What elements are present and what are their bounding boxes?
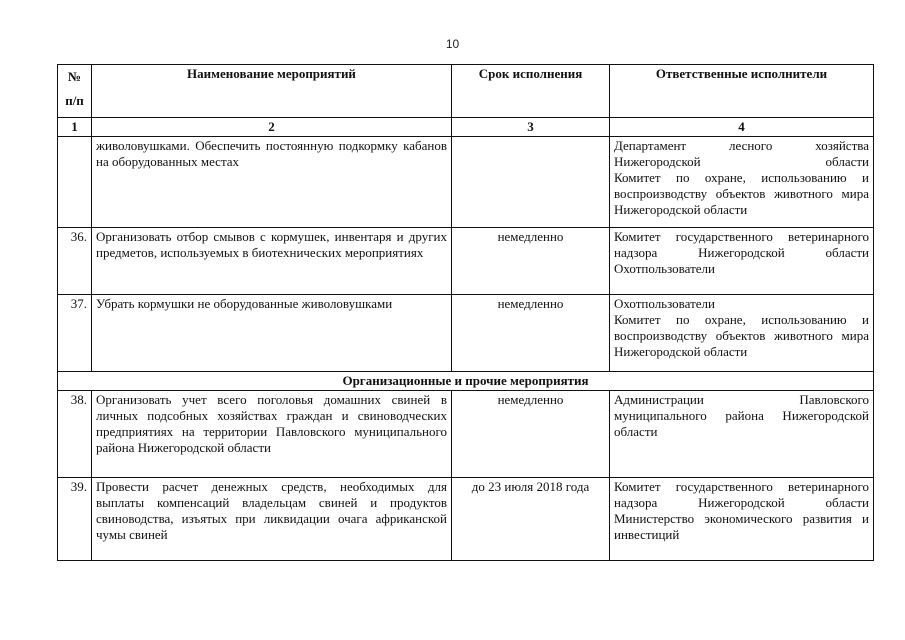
responsible-party: Комитет государственного ветеринарного надзора Нижегородской области xyxy=(614,479,869,510)
header-deadline: Срок исполнения xyxy=(452,65,610,118)
row-number: 36. xyxy=(58,228,92,295)
row-measure: живоловушками. Обеспечить постоянную подкормку кабанов на оборудованных местах xyxy=(92,137,452,228)
row-deadline: немедленно xyxy=(452,228,610,295)
measures-table xyxy=(57,64,874,561)
table-row xyxy=(58,228,874,295)
row-deadline: до 23 июля 2018 года xyxy=(452,478,610,561)
responsible-party: Администрации Павловского муниципального района Нижегородской области xyxy=(614,392,869,439)
row-measure: Убрать кормушки не оборудованные живоловушками xyxy=(92,295,452,372)
row-number: 38. xyxy=(58,391,92,478)
section-header-row xyxy=(58,372,874,391)
section-title: Организационные и прочие мероприятия xyxy=(58,372,874,391)
header-number: № п/п xyxy=(58,65,92,118)
responsible-party: Комитет государственного ветеринарного надзора Нижегородской области xyxy=(614,229,869,260)
column-number: 2 xyxy=(92,118,452,137)
row-measure: Провести расчет денежных средств, необходимых для выплаты компенсаций владельцам свиней и продуктов свиноводства, изъятых при ликвидации очага африканской чумы свиней xyxy=(92,478,452,561)
row-responsible xyxy=(610,478,874,561)
row-responsible xyxy=(610,228,874,295)
row-number xyxy=(58,137,92,228)
responsible-party: Охотпользователи xyxy=(614,296,715,311)
table-row xyxy=(58,137,874,228)
responsible-party: Комитет по охране, использованию и воспроизводству объектов животного мира Нижегородской области xyxy=(614,312,869,359)
table-row xyxy=(58,391,874,478)
responsible-party: Министерство экономического развития и инвестиций xyxy=(614,511,869,542)
header-name: Наименование мероприятий xyxy=(92,65,452,118)
row-number: 37. xyxy=(58,295,92,372)
row-deadline xyxy=(452,137,610,228)
table-row xyxy=(58,295,874,372)
responsible-party: Департамент лесного хозяйства Нижегородской области xyxy=(614,138,869,169)
table-row xyxy=(58,478,874,561)
responsible-party: Охотпользователи xyxy=(614,261,715,276)
header-responsible: Ответственные исполнители xyxy=(610,65,874,118)
column-number: 4 xyxy=(610,118,874,137)
row-measure: Организовать отбор смывов с кормушек, инвентаря и других предметов, используемых в биотехнических мероприятиях xyxy=(92,228,452,295)
column-numbers-row xyxy=(58,118,874,137)
row-responsible xyxy=(610,295,874,372)
row-number: 39. xyxy=(58,478,92,561)
row-measure: Организовать учет всего поголовья домашних свиней в личных подсобных хозяйствах граждан и свиноводческих предприятиях на территории Павловского муниципального района Нижегородской области xyxy=(92,391,452,478)
table-header-row xyxy=(58,65,874,118)
row-responsible xyxy=(610,391,874,478)
row-deadline: немедленно xyxy=(452,391,610,478)
row-deadline: немедленно xyxy=(452,295,610,372)
column-number: 3 xyxy=(452,118,610,137)
row-responsible xyxy=(610,137,874,228)
page-number: 10 xyxy=(445,37,460,51)
column-number: 1 xyxy=(58,118,92,137)
responsible-party: Комитет по охране, использованию и воспроизводству объектов животного мира Нижегородской области xyxy=(614,170,869,217)
